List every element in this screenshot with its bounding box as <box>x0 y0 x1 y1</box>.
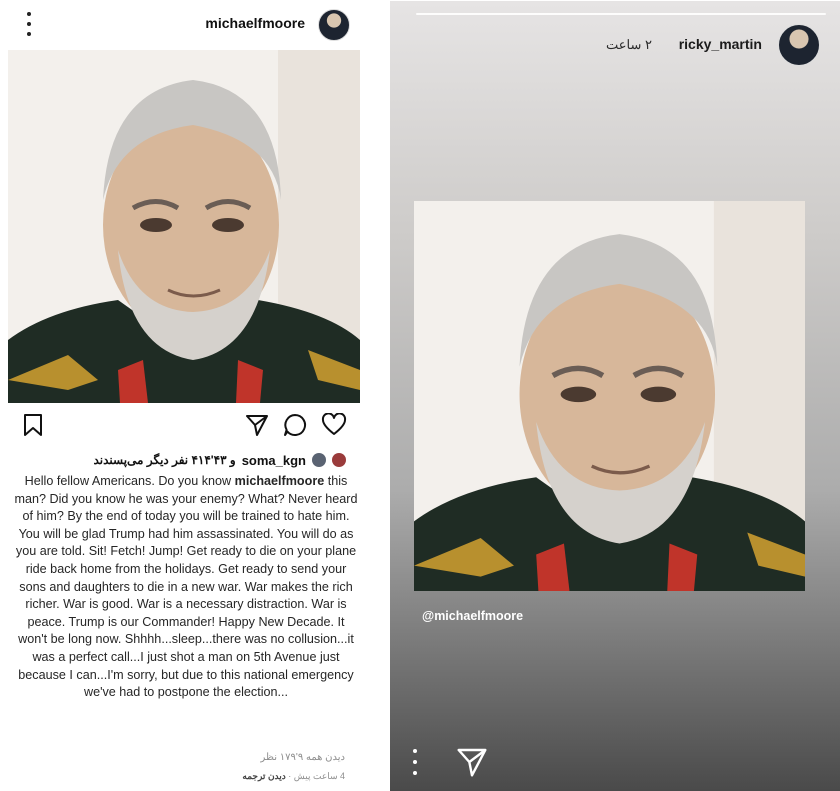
bookmark-icon[interactable] <box>19 411 47 439</box>
comment-icon[interactable] <box>281 411 309 439</box>
see-translation-link[interactable]: دیدن ترجمه <box>242 771 286 781</box>
avatar[interactable] <box>318 9 350 41</box>
story-username[interactable]: ricky_martin <box>678 36 762 52</box>
story-progress-bar <box>416 13 826 15</box>
post-photo <box>8 50 360 403</box>
more-options-icon[interactable] <box>26 12 32 36</box>
story-mention[interactable]: @michaelfmoore <box>422 609 524 623</box>
likes-count: و ۴۳'۴۱۴ نفر دیگر می‌پسندند <box>93 453 236 467</box>
story-time: ۲ ساعت <box>606 37 652 52</box>
heart-icon[interactable] <box>320 411 348 439</box>
post-header <box>0 0 375 50</box>
post-time: 4 ساعت پیش <box>293 771 345 781</box>
send-icon[interactable] <box>456 746 488 778</box>
post-caption <box>14 473 358 702</box>
likes-user[interactable]: soma_kgn <box>241 452 306 468</box>
liker-avatar <box>332 453 346 467</box>
story-photo <box>414 201 805 591</box>
caption-mention[interactable]: michaelfmoore <box>234 474 325 488</box>
post-username[interactable]: michaelfmoore <box>205 15 305 31</box>
post-actions <box>0 405 375 447</box>
more-options-icon[interactable] <box>412 749 418 775</box>
caption-text: Hello fellow Americans. Do you know <box>24 474 232 488</box>
send-icon[interactable] <box>243 411 271 439</box>
instagram-post <box>0 0 375 791</box>
avatar[interactable] <box>778 24 820 66</box>
view-all-comments[interactable]: دیدن همه ۹'۱۷۹ نظر <box>260 752 345 763</box>
caption-text: this man? Did you know he was your enemy? What? Never heard of him? By the end of today you will be trained to hate him. You will be glad Trump had him assassinated. You will do as you are told. Sit! Fetch! Jump! Get ready to die on your plane ride back home from the holidays. Get ready to send your sons and daughters to die in a new war. War makes the rich richer. War is good. War is a necessary distraction. War is peace. Trump is our Commander! Happy New Decade. It won't be long now. Shhhh...sleep...there was no collusion...it was a perfect call...I just shot a man on 5th Avenue just because I can...I'm sorry, but due to this national emergency we've had to postpone the election... <box>14 474 358 700</box>
likes-row[interactable] <box>0 448 360 472</box>
post-time-row: 4 ساعت پیش · دیدن ترجمه <box>242 771 345 781</box>
liker-avatar <box>312 453 326 467</box>
